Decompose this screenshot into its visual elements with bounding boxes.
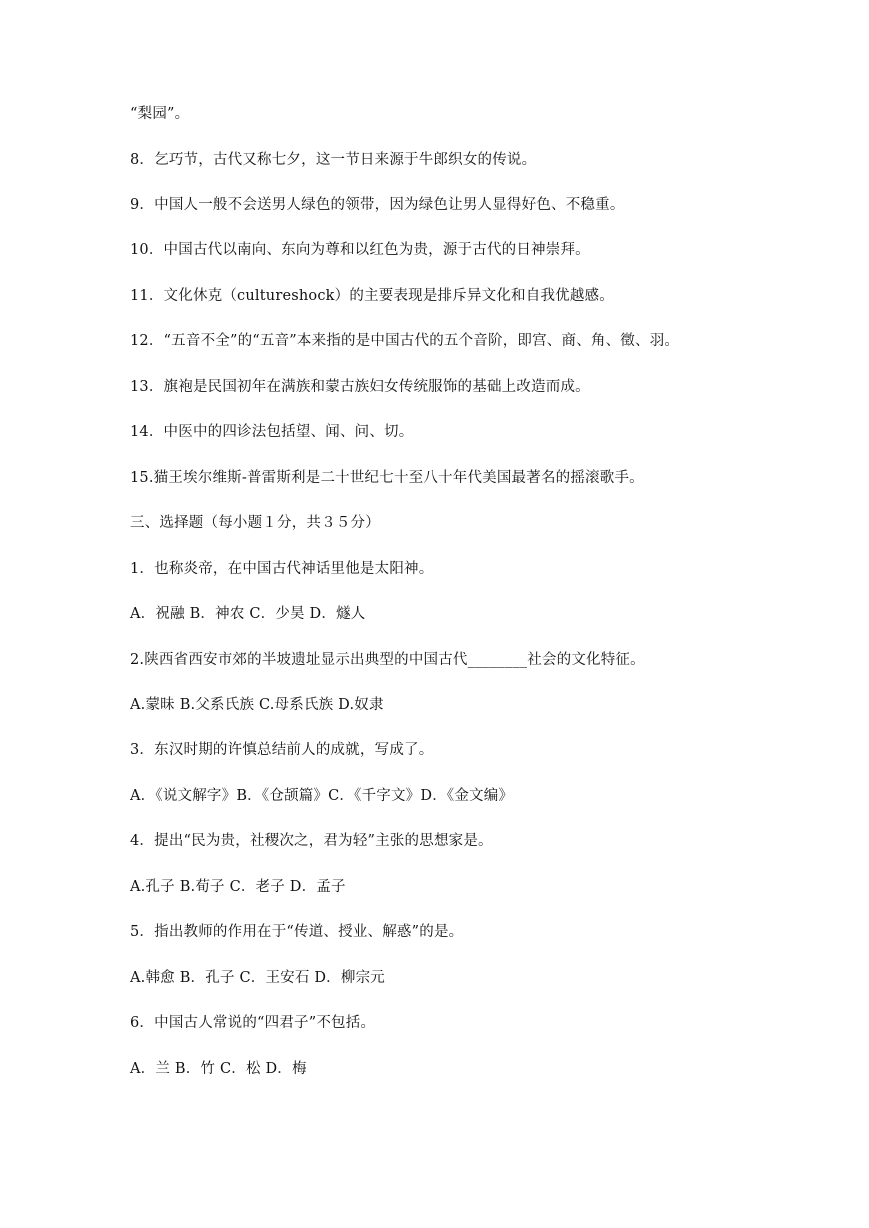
question-6: 6．中国古人常说的“四君子”不包括。 bbox=[130, 1015, 376, 1031]
question-4-options: A.孔子 B.荀子 C．老子 D．孟子 bbox=[130, 879, 346, 895]
question-6-options: A．兰 B．竹 C．松 D．梅 bbox=[130, 1061, 307, 1077]
question-1: 1．也称炎帝，在中国古代神话里他是太阳神。 bbox=[130, 561, 434, 577]
question-2: 2.陕西省西安市郊的半坡遗址显示出典型的中国古代________社会的文化特征。 bbox=[130, 652, 645, 668]
section-heading-multiple-choice: 三、选择题（每小题１分，共３５分） bbox=[130, 515, 380, 531]
statement-9: 9．中国人一般不会送男人绿色的领带，因为绿色让男人显得好色、不稳重。 bbox=[130, 197, 625, 213]
question-5: 5．指出教师的作用在于“传道、授业、解惑”的是。 bbox=[130, 924, 464, 940]
statement-8: 8．乞巧节，古代又称七夕，这一节日来源于牛郎织女的传说。 bbox=[130, 152, 537, 168]
question-3: 3．东汉时期的许慎总结前人的成就，写成了。 bbox=[130, 742, 434, 758]
statement-11: 11．文化休克（cultureshock）的主要表现是排斥异文化和自我优越感。 bbox=[130, 288, 614, 304]
question-4: 4．提出“民为贵，社稷次之，君为轻”主张的思想家是。 bbox=[130, 833, 493, 849]
statement-14: 14．中医中的四诊法包括望、闻、问、切。 bbox=[130, 424, 414, 440]
statement-10: 10．中国古代以南向、东向为尊和以红色为贵，源于古代的日神崇拜。 bbox=[130, 242, 590, 258]
question-3-options: A．《说文解字》B．《仓颉篇》C．《千字文》D．《金文编》 bbox=[130, 788, 514, 804]
question-5-options: A.韩愈 B．孔子 C．王安石 D．柳宗元 bbox=[130, 970, 385, 986]
statement-12: 12．“五音不全”的“五音”本来指的是中国古代的五个音阶，即宫、商、角、徵、羽。 bbox=[130, 333, 680, 349]
statement-15: 15.猫王埃尔维斯-普雷斯利是二十世纪七十至八十年代美国最著名的摇滚歌手。 bbox=[130, 470, 644, 486]
statement-13: 13．旗袍是民国初年在满族和蒙古族妇女传统服饰的基础上改造而成。 bbox=[130, 379, 590, 395]
question-2-options: A.蒙昧 B.父系氏族 C.母系氏族 D.奴隶 bbox=[130, 697, 384, 713]
text-line-fragment-liyuan: “梨园”。 bbox=[130, 106, 190, 122]
question-1-options: A．祝融 B．神农 C．少昊 D．燧人 bbox=[130, 606, 366, 622]
